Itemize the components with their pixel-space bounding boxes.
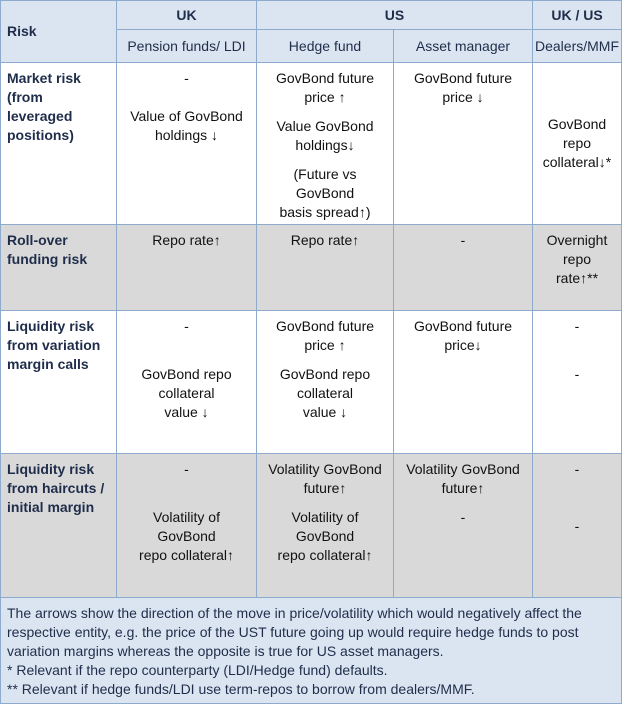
hedge-fund-header: Hedge fund: [257, 30, 394, 63]
pension-funds-header: Pension funds/ LDI: [117, 30, 257, 63]
footnotes-row: [1, 598, 622, 704]
footnote-star: * Relevant if the repo counterparty (LDI/Hedge fund) defaults.: [7, 662, 388, 678]
asset-cell: GovBond future price↓: [394, 311, 533, 454]
risk-column-header: Risk: [1, 1, 117, 63]
risk-name: Liquidity risk from variation margin calls: [1, 311, 117, 454]
dealers-cell: - -: [533, 311, 622, 454]
hedge-cell: GovBond future price ↑ GovBond repo collateral value ↓: [257, 311, 394, 454]
footnote-main: The arrows show the direction of the move in price/volatility which would negatively affect the respective entity, e.g. the price of the UST future going up would require hedge funds to post variation margins whereas the opposite is true for US asset managers.: [7, 605, 582, 659]
footnote-double-star: ** Relevant if hedge funds/LDI use term-repos to borrow from dealers/MMF.: [7, 681, 475, 697]
risk-name: Roll-over funding risk: [1, 225, 117, 311]
table-row: [1, 454, 622, 598]
pension-cell: - Volatility of GovBond repo collateral↑: [117, 454, 257, 598]
pension-cell: - GovBond repo collateral value ↓: [117, 311, 257, 454]
uk-header: UK: [117, 1, 257, 30]
asset-cell: GovBond future price ↓: [394, 63, 533, 225]
table-row: [1, 225, 622, 311]
us-header: US: [257, 1, 533, 30]
asset-cell: -: [394, 225, 533, 311]
dealers-cell: GovBond repo collateral↓*: [533, 63, 622, 225]
footnotes: [1, 598, 622, 704]
pension-cell: - Value of GovBond holdings ↓: [117, 63, 257, 225]
table-row: [1, 311, 622, 454]
dealers-mmf-header: Dealers/MMF: [533, 30, 622, 63]
risk-name: Liquidity risk from haircuts / initial margin: [1, 454, 117, 598]
asset-cell: Volatility GovBond future↑ -: [394, 454, 533, 598]
hedge-cell: GovBond future price ↑ Value GovBond holdings↓ (Future vs GovBond basis spread↑): [257, 63, 394, 225]
hedge-cell: Repo rate↑: [257, 225, 394, 311]
asset-manager-header: Asset manager: [394, 30, 533, 63]
table-row: [1, 63, 622, 225]
uk-us-header: UK / US: [533, 1, 622, 30]
pension-cell: Repo rate↑: [117, 225, 257, 311]
risk-name: Market risk (from leveraged positions): [1, 63, 117, 225]
dealers-cell: - -: [533, 454, 622, 598]
hedge-cell: Volatility GovBond future↑ Volatility of GovBond repo collateral↑: [257, 454, 394, 598]
dealers-cell: Overnight repo rate↑**: [533, 225, 622, 311]
